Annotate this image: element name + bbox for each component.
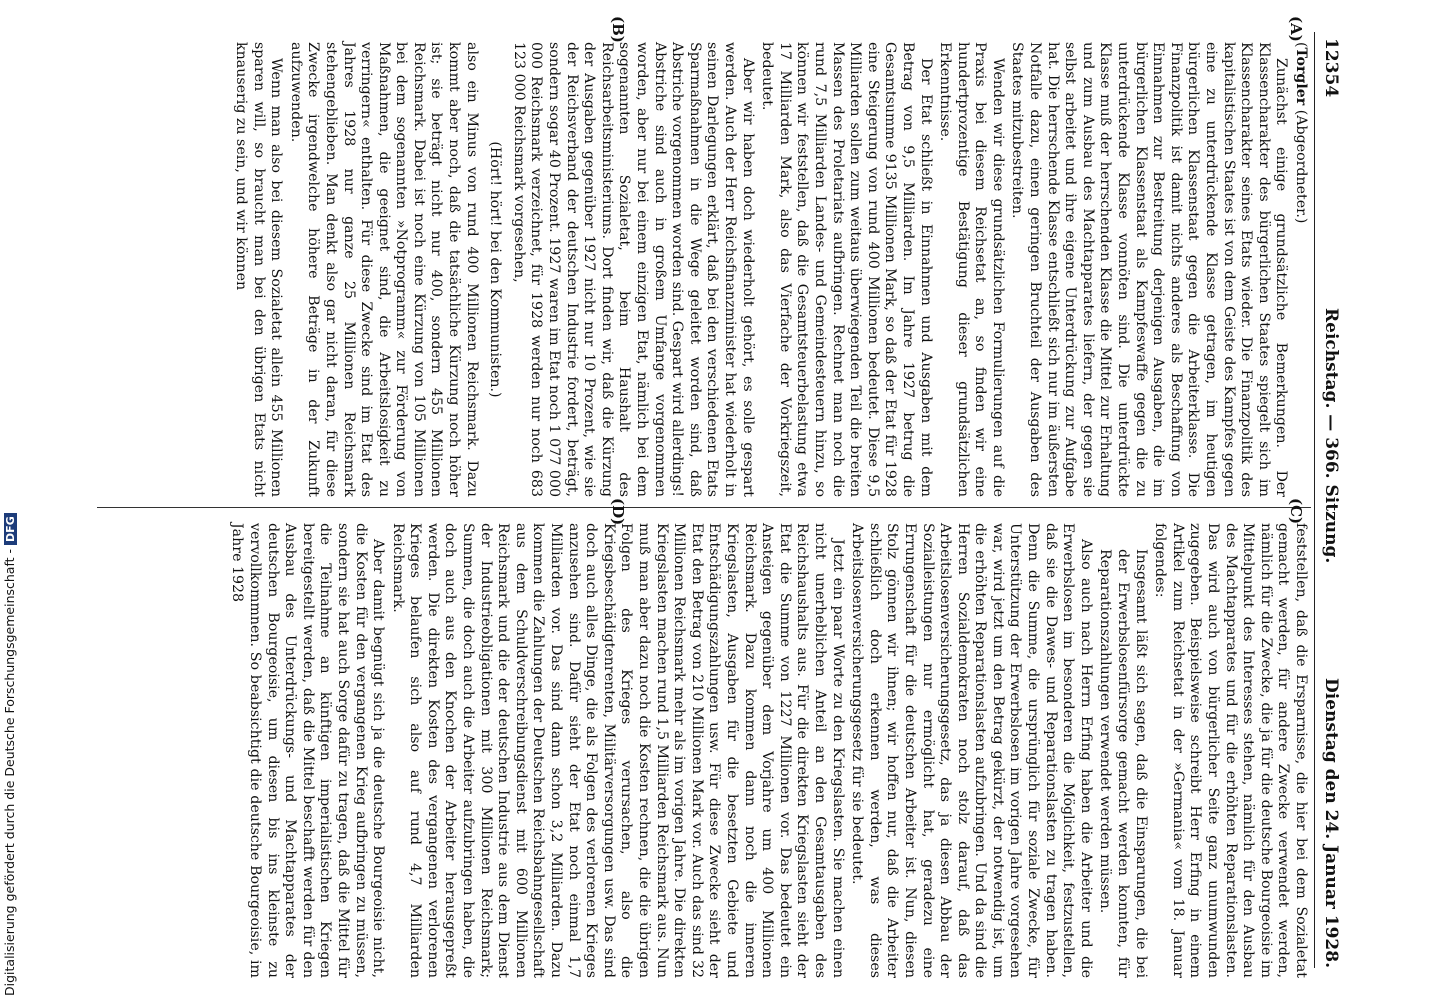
credit-text: Digitalisierung gefördert durch die Deutsche Forschungsgemeinschaft - bbox=[2, 548, 17, 996]
column-divider bbox=[97, 507, 1311, 508]
margin-mark-b: (B) bbox=[609, 16, 627, 43]
right-column bbox=[226, 523, 1309, 978]
paragraph: Wenn man also bei diesem Sozialetat allein 455 Millionen sparen will, so braucht man bei den übrigen Etats nicht knauserig zu sein, und wir können bbox=[232, 42, 285, 497]
page-header bbox=[1317, 38, 1341, 968]
paragraph: feststellen, daß die Ersparnisse, die hier bei dem Sozialetat gemacht werden, für andere Zwecke verwendet werden, nämlich für die Zwecke, die ja für die deutsche Bourgeoisie im Mittelpunkt des Interesses stehen, nämlich für den Ausbau des Machtapparates und für die erhöhten Reparationslasten. Das wird auch von bürgerlicher Seite ganz unumwunden zugegeben. Beispielsweise schreibt Herr Erfing in einem Artikel zum Reichsetat in der »Germania« vom 18. Januar folgendes: bbox=[1152, 523, 1309, 978]
speaker-line: (Torgler (Abgeordneter.) bbox=[1293, 42, 1309, 224]
quotation: Insgesamt läßt sich sagen, daß die Einsparungen, die bei der Erwerbslosenfürsorge gemacht werden konnten, für Reparationszahlungen verwendet werden müssen. bbox=[1097, 549, 1149, 978]
paragraph: Zunächst einige grundsätzliche Bemerkungen. Der Klassencharakter des bürgerlichen Staates spiegelt sich im Klassencharakter seines Etats wieder. Die Finanzpolitik des kapitalistischen Staates ist von dem Geiste des Kampfes gegen eine zu unterdrückende Klasse getragen, im heutigen bürgerlichen Klassenstaat gegen die Arbeiterklasse. Die Finanzpolitik ist damit nichts anderes als Beschaffung von Einnahmen zur Bestreitung derjenigen Ausgaben, die im bürgerlichen Klassenstaat als Kampfeswaffe gegen die zu unterdrückende Klasse vonnöten sind. Die unterdrückte Klasse muß der herrschenden Klasse die Mittel zur Erhaltung und zum Ausbau des Machtapparates liefern, der gegen sie selbst arbeitet und ihre eigene Unterdrückung zur Aufgabe hat. Die herrschende Klasse entschließt sich nur im äußersten Notfalle dazu, einen geringen Bruchteil der Ausgaben des Staates mitzubestreiten. bbox=[1009, 42, 1290, 497]
speaker-note: (Abgeordneter.) bbox=[1293, 109, 1309, 224]
dfg-logo: DFG bbox=[4, 513, 17, 545]
rotated-newspaper-page bbox=[95, 16, 1345, 980]
page-number: 12354 bbox=[1321, 38, 1341, 98]
digitization-credit bbox=[2, 436, 17, 996]
margin-mark-a: (A) bbox=[1287, 16, 1305, 42]
header-rule bbox=[1314, 32, 1315, 968]
paragraph: Aber damit begnügt sich ja die deutsche Bourgeoisie nicht, die Kosten für den vergangenen Krieg aufbringen zu müssen, sondern sie hat auch Sorge dafür zu tragen, daß die Mittel für die Teilnahme an künftigen imperialistischen Kriegen bereitgestellt werden, daß die Mittel beschafft werden für den Ausbau des Unterdrückungs- und Machtapparates der deutschen Bourgeoisie, um diesen bis ins kleinste zu vervollkommnen. So beabsichtigt die deutsche Bourgeoisie, im Jahre 1928 bbox=[229, 523, 387, 978]
paragraph: Aber wir haben doch wiederholt gehört, es solle gespart werden. Auch der Herr Reichsfinanzminister hat wiederholt in seinen Darlegungen erklärt, daß bei den verschiedenen Etats Sparmaßnahmen in die Wege geleitet worden sind, daß Abstriche vorgenommen worden sind. Gespart wird allerdings! Abstriche sind auch in großem Umfange vorgenommen worden, aber nur bei einem einzigen Etat, nämlich bei dem sogenannten Sozialetat, beim Haushalt des Reichsarbeitsministeriums. Dort finden wir, daß die Kürzung der Ausgaben gegenüber 1927 nicht nur 10 Prozent, wie sie der Reichsverband der deutschen Industrie fordert, beträgt, sondern sogar 40 Prozent. 1927 waren im Etat noch 1 077 000 000 Reichsmark verzeichnet, für 1928 werden nur noch 683 123 000 Reichsmark vorgesehen, bbox=[510, 42, 756, 497]
paragraph: Also auch nach Herrn Erfing haben die Arbeiter und die Erwerbslosen im besonderen die Möglichkeit, festzustellen, daß sie die Dawes- und Reparationslasten zu tragen haben. Denn die Summe, die ursprünglich für soziale Zwecke, für Unterstützung der Erwerbslosen im vorigen Jahre vorgesehen war, wird jetzt um den Betrag gekürzt, der notwendig ist, um die erhöhten Reparationslasten aufzubringen. Und da sind die Herren Sozialdemokraten noch stolz darauf, daß das Arbeitslosenversicherungsgesetz, das ja diesen Abbau der Sozialleistungen nur ermöglicht hat, geradezu eine Errungenschaft für die deutschen Arbeiter ist. Nun, diesen Stolz gönnen wir ihnen; wir hoffen nur, daß die Arbeiter schließlich doch erkennen werden, was dieses Arbeitslosenversicherungsgesetz für sie bedeutet. bbox=[849, 523, 1094, 978]
speaker-name: Torgler bbox=[1293, 47, 1309, 106]
left-column bbox=[229, 42, 1309, 497]
paragraph: also ein Minus von rund 400 Millionen Reichsmark. Dazu kommt aber noch, daß die tatsächliche Kürzung noch höher ist; sie beträgt nicht nur 400, sondern 455 Millionen Reichsmark. Dabei ist noch eine Kürzung von 105 Millionen bei dem sogenannten »Notprogramm« zur Förderung von Maßnahmen, die geeignet sind, die Arbeitslosigkeit zu verringern« enthalten. Für diese Zwecke sind im Etat des Jahres 1928 nur ganze 25 Millionen Reichsmark stehengeblieben. Man denkt also gar nicht daran, für diese Zwecke irgendwelche höhere Beträge in der Zukunft aufzuwenden. bbox=[287, 42, 480, 497]
paragraph: Wenden wir diese grundsätzlichen Formulierungen auf die Praxis bei diesem Reichsetat an, so finden wir eine hundertprozentige Bestätigung dieser grundsätzlichen Erkenntnisse. bbox=[937, 42, 1006, 497]
margin-mark-d: (D) bbox=[609, 498, 627, 526]
margin-mark-c: (C) bbox=[1287, 498, 1305, 525]
interjection: (Hört! hört! bei den Kommunisten.) bbox=[487, 141, 504, 398]
header-title: Reichstag. — 366. Sitzung. bbox=[1321, 308, 1341, 564]
paragraph: Jetzt ein paar Worte zu den Kriegslasten. Sie machen einen nicht unerheblichen Anteil an den Gesamtausgaben des Reichshaushalts aus. Für die direkten Kriegslasten sieht der Etat die Summe von 1227 Millionen vor. Das bedeutet ein Ansteigen gegenüber dem Vorjahre um 400 Millionen Reichsmark. Dazu kommen dann noch die inneren Kriegslasten, Ausgaben für die besetzten Gebiete und Entschädigungszahlungen usw. Für diese Zwecke sieht der Etat den Betrag von 210 Millionen Mark vor. Auch das sind 32 Millionen Reichsmark mehr als im vorigen Jahre. Die direkten Kriegslasten machen rund 1,5 Milliarden Reichsmark aus. Nun muß man aber dazu noch die Kosten rechnen, die die übrigen Folgen des Krieges verursachen, also die Kriegsbeschädigtenrenten, Militärversorgungen usw. Das sind doch auch alles Dinge, die als Folgen des verlorenen Krieges anzusehen sind. Dafür sieht der Etat noch einmal 1,7 Milliarden vor. Das sind dann schon 3,2 Milliarden. Dazu kommen die Zahlungen der Deutschen Reichsbahngesellschaft aus dem Schuldverschreibungsdienst mit 600 Millionen Reichsmark und die der deutschen Industrie aus dem Dienst der Industrieobligationen mit 300 Millionen Reichsmark; Summen, die doch auch die Arbeiter aufzubringen haben, die doch auch aus den Knochen der Arbeiter herausgepreßt werden. Die direkten Kosten des vergangenen verlorenen Krieges belaufen sich also auf rund 4,7 Milliarden Reichsmark. bbox=[389, 523, 846, 978]
header-date: Dienstag den 24. Januar 1928. bbox=[1321, 678, 1341, 968]
paragraph: Der Etat schließt in Einnahmen und Ausgaben mit dem Betrag von 9,5 Milliarden. Im Jahre 1927 betrug die Gesamtsumme 9135 Millionen Mark, so daß der Etat für 1928 eine Steigerung von rund 400 Millionen bedeutet. Diese 9,5 Milliarden sollen zum weitaus überwiegenden Teil die breiten Massen des Proletariats aufbringen. Rechnet man noch die rund 7,5 Milliarden Landes- und Gemeindesteuern hinzu, so können wir feststellen, daß die Gesamtsteuerbelastung etwa 17 Milliarden Mark, also das Vierfache der Vorkriegszeit, bedeutet. bbox=[759, 42, 934, 497]
